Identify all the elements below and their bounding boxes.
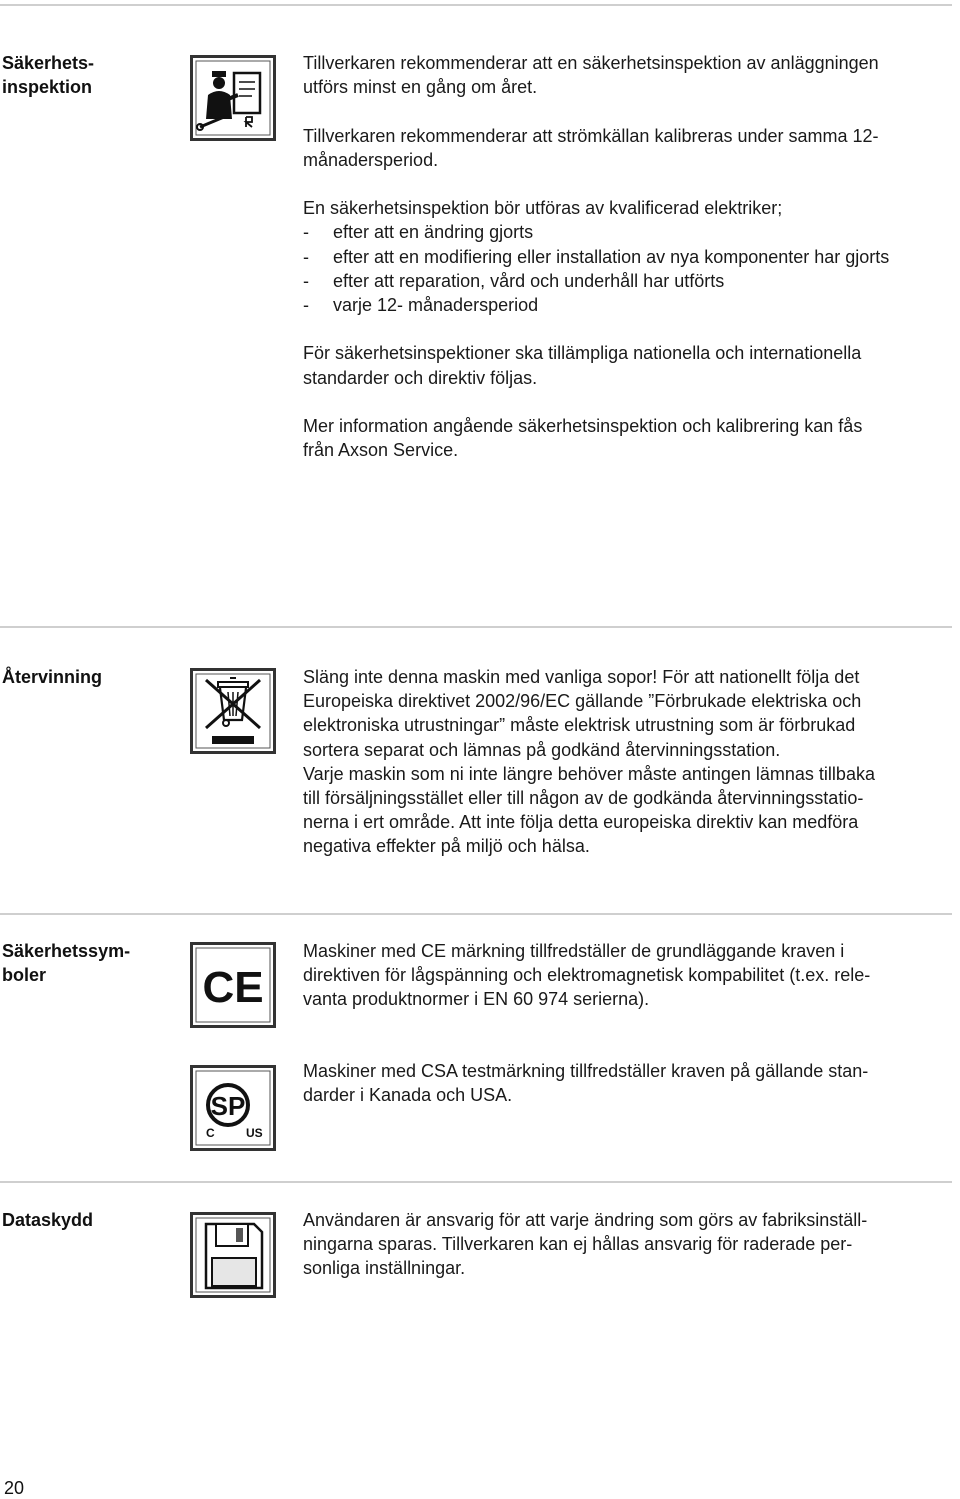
inspection-yearly-paragraph: Tillverkaren rekommenderar att en säkerhetsinspektion av anläggningen utförs minst en gång om året. bbox=[303, 53, 879, 98]
inspector-icon bbox=[190, 55, 276, 141]
svg-text:CE: CE bbox=[202, 963, 264, 1012]
section-divider bbox=[0, 626, 952, 628]
ce-mark-icon bbox=[190, 942, 276, 1028]
more-info-paragraph: Mer information angående säkerhetsinspektion och kalibrering kan fås från Axson Service. bbox=[303, 415, 863, 461]
svg-text:C: C bbox=[206, 1126, 215, 1140]
floppy-disk-icon bbox=[190, 1212, 276, 1298]
recycling-heading: Återvinning bbox=[2, 667, 103, 687]
svg-text:US: US bbox=[246, 1126, 263, 1140]
inspection-intro: En säkerhetsinspektion bör utföras av kvalificerad elektriker; bbox=[303, 198, 783, 219]
text-line: nerna i ert område. Att inte följa detta europeiska direktiv kan medföra bbox=[303, 812, 859, 833]
calibration-paragraph: Tillverkaren rekommenderar att strömkällan kalibreras under samma 12- månadersperiod. bbox=[303, 125, 879, 170]
list-item: - varje 12- månadersperiod bbox=[303, 295, 539, 315]
safety-inspection-text bbox=[303, 51, 955, 462]
text-line: Användaren är ansvarig för att varje ändring som görs av fabriksinställ- bbox=[303, 1210, 868, 1230]
svg-text:SP: SP bbox=[210, 1091, 246, 1121]
ce-text bbox=[303, 939, 955, 1012]
page-number: 20 bbox=[4, 1478, 25, 1498]
text-line: sonliga inställningar. bbox=[303, 1258, 466, 1279]
crossed-bin-icon bbox=[190, 668, 276, 754]
data-protection-heading: Dataskydd bbox=[2, 1210, 94, 1230]
section-divider bbox=[0, 1181, 952, 1183]
text-line: direktiven för lågspänning och elektromagnetisk kompabilitet (t.ex. rele- bbox=[303, 965, 871, 986]
text-line: darder i Kanada och USA. bbox=[303, 1085, 513, 1106]
text-line: Maskiner med CSA testmärkning tillfredställer kraven på gällande stan- bbox=[303, 1061, 869, 1081]
text-line: till försäljningsstället eller till någon av de godkända återvinningsstatio- bbox=[303, 788, 864, 809]
top-divider bbox=[0, 4, 952, 6]
text-line: Maskiner med CE märkning tillfredställer de grundläggande kraven i bbox=[303, 941, 845, 961]
text-line: elektroniska utrustningar” måste elektrisk utrustning som är förbrukad bbox=[303, 715, 856, 736]
csa-text bbox=[303, 1059, 955, 1107]
recycling-text bbox=[303, 665, 955, 859]
text-line: negativa effekter på miljö och hälsa. bbox=[303, 836, 590, 857]
list-item: - efter att en modifiering eller installation av nya komponenter har gjorts bbox=[303, 246, 890, 267]
csa-mark-icon bbox=[190, 1065, 276, 1151]
standards-paragraph: För säkerhetsinspektioner ska tillämpliga nationella och internationella standarder och direktiv följas. bbox=[303, 343, 862, 388]
text-line: ningarna sparas. Tillverkaren kan ej hållas ansvarig för raderade per- bbox=[303, 1234, 853, 1255]
inspection-conditions-list bbox=[303, 220, 955, 317]
safety-inspection-heading: Säkerhets- inspektion bbox=[2, 53, 95, 97]
section-divider bbox=[0, 913, 952, 915]
list-item: - efter att en ändring gjorts bbox=[303, 222, 534, 243]
safety-symbols-heading: Säkerhetssym- boler bbox=[2, 941, 131, 985]
text-line: Europeiska direktivet 2002/96/EC gällande ”Förbrukade elektriska och bbox=[303, 691, 862, 712]
text-line: Släng inte denna maskin med vanliga sopor! För att nationellt följa det bbox=[303, 667, 860, 687]
text-line: sortera separat och lämnas på godkänd återvinningsstation. bbox=[303, 739, 781, 760]
list-item: - efter att reparation, vård och underhåll har utförts bbox=[303, 270, 725, 291]
text-line: Varje maskin som ni inte längre behöver måste antingen lämnas tillbaka bbox=[303, 763, 875, 784]
data-protection-text bbox=[303, 1208, 955, 1281]
text-line: vanta produktnormer i EN 60 974 serierna). bbox=[303, 989, 650, 1010]
